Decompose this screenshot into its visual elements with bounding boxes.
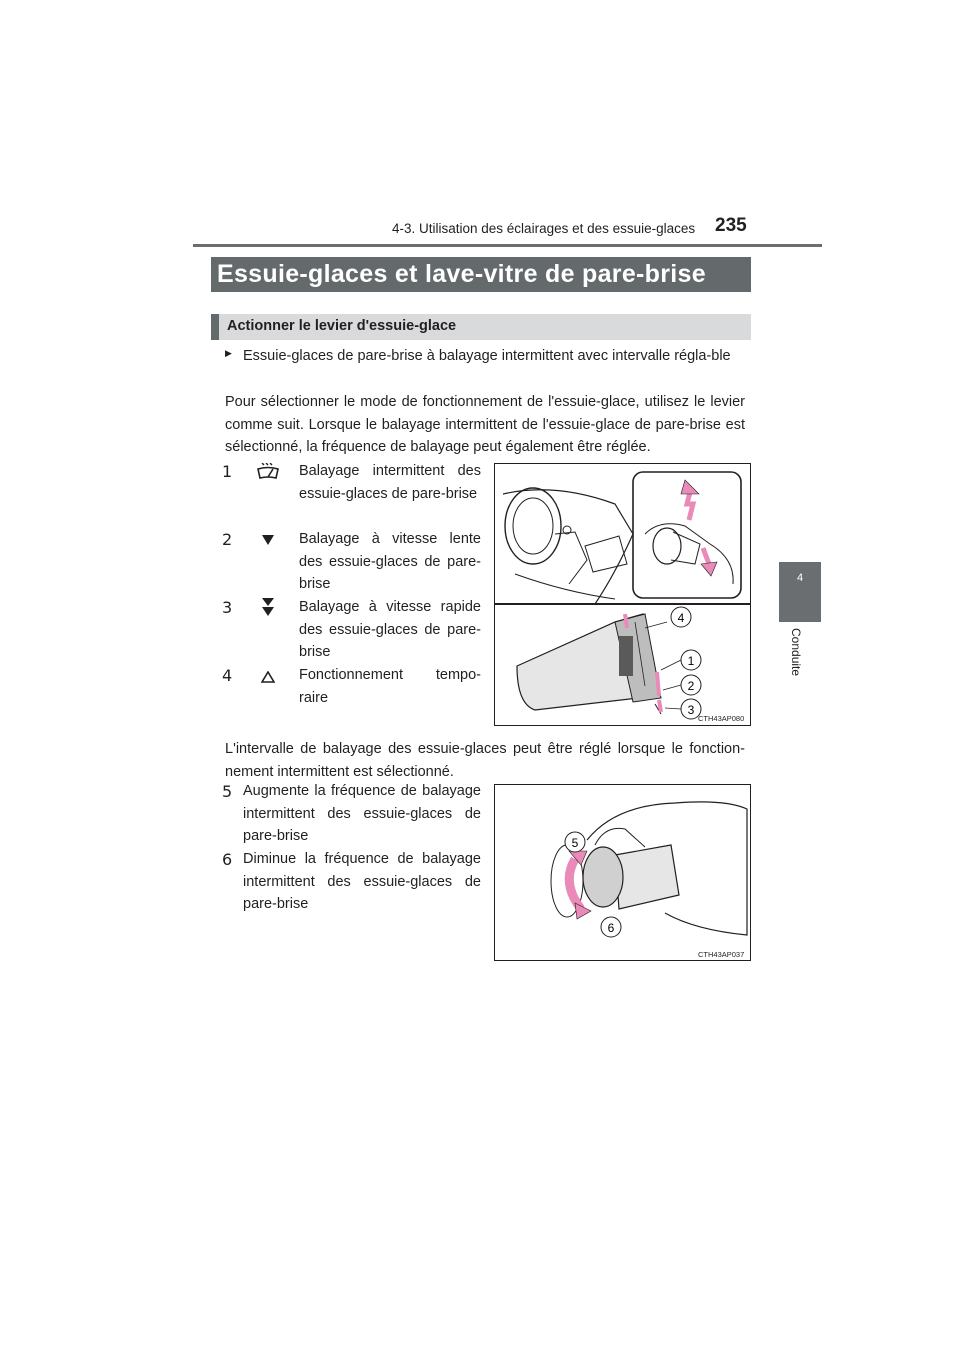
callout-2: 2 — [687, 679, 695, 693]
mode-text-2: Balayage à vitesse lente des essuie-glaces de pare-brise — [299, 531, 481, 592]
interval-paragraph: L'intervalle de balayage des essuie-glaces peut être réglé lorsque le fonction-nement intermittent est sélectionné. — [225, 741, 745, 780]
figure-wiper-lever — [494, 463, 751, 726]
wiper-lever-illustration — [495, 464, 750, 725]
mode-number-1: 1 — [222, 462, 233, 481]
figure-code-2: CTH43AP037 — [698, 950, 745, 959]
intro-bullet-text: Essuie-glaces de pare-brise à balayage intermittent avec intervalle régla-ble — [243, 348, 731, 364]
intro-paragraph: Pour sélectionner le mode de fonctionnement de l'essuie-glace, utilisez le levier comme suit. Lorsque le balayage intermittent de l'essuie-glace de pare-brise est sélectionné, la fréquence de balayage peut également être réglée. — [225, 394, 745, 455]
frequency-dial-illustration — [495, 785, 750, 960]
callout-4: 4 — [677, 611, 685, 625]
callout-5: 5 — [571, 836, 579, 850]
callout-1: 1 — [687, 654, 695, 668]
frequency-number-5: 5 — [222, 782, 233, 801]
chapter-title: Conduite — [789, 628, 803, 677]
page-title: Essuie-glaces et lave-vitre de pare-brise — [217, 260, 706, 288]
intermittent-wiper-icon — [255, 463, 281, 483]
subsection-accent — [211, 314, 219, 340]
mode-number-3: 3 — [222, 598, 233, 617]
page-title-bar — [211, 257, 751, 292]
mode-text-4: Fonctionnement tempo-raire — [299, 667, 481, 706]
frequency-text-5: Augmente la fréquence de balayage intermittent des essuie-glaces de pare-brise — [243, 783, 481, 844]
header-divider — [193, 244, 822, 247]
subsection-title: Actionner le levier d'essuie-glace — [227, 318, 457, 334]
chapter-tab[interactable] — [779, 562, 821, 622]
mode-number-2: 2 — [222, 530, 233, 549]
high-speed-double-triangle-icon — [261, 597, 275, 617]
mist-triangle-outline-icon — [261, 671, 275, 683]
callout-6: 6 — [607, 921, 615, 935]
subsection-bar — [211, 314, 751, 340]
figure-code-1: CTH43AP080 — [698, 714, 745, 723]
callout-3: 3 — [687, 703, 695, 717]
mode-text-3: Balayage à vitesse rapide des essuie-glaces de pare-brise — [299, 599, 481, 660]
mode-text-1: Balayage intermittent des essuie-glaces de pare-brise — [299, 463, 481, 502]
page-number: 235 — [715, 215, 747, 236]
bullet-arrow-icon: ▶ — [225, 348, 232, 358]
frequency-number-6: 6 — [222, 850, 233, 869]
section-header: 4-3. Utilisation des éclairages et des essuie-glaces — [392, 221, 696, 236]
low-speed-triangle-icon — [261, 534, 275, 546]
frequency-text-6: Diminue la fréquence de balayage intermittent des essuie-glaces de pare-brise — [243, 851, 481, 912]
mode-number-4: 4 — [222, 666, 233, 685]
chapter-number: 4 — [796, 572, 804, 584]
figure-frequency-dial — [494, 784, 751, 961]
